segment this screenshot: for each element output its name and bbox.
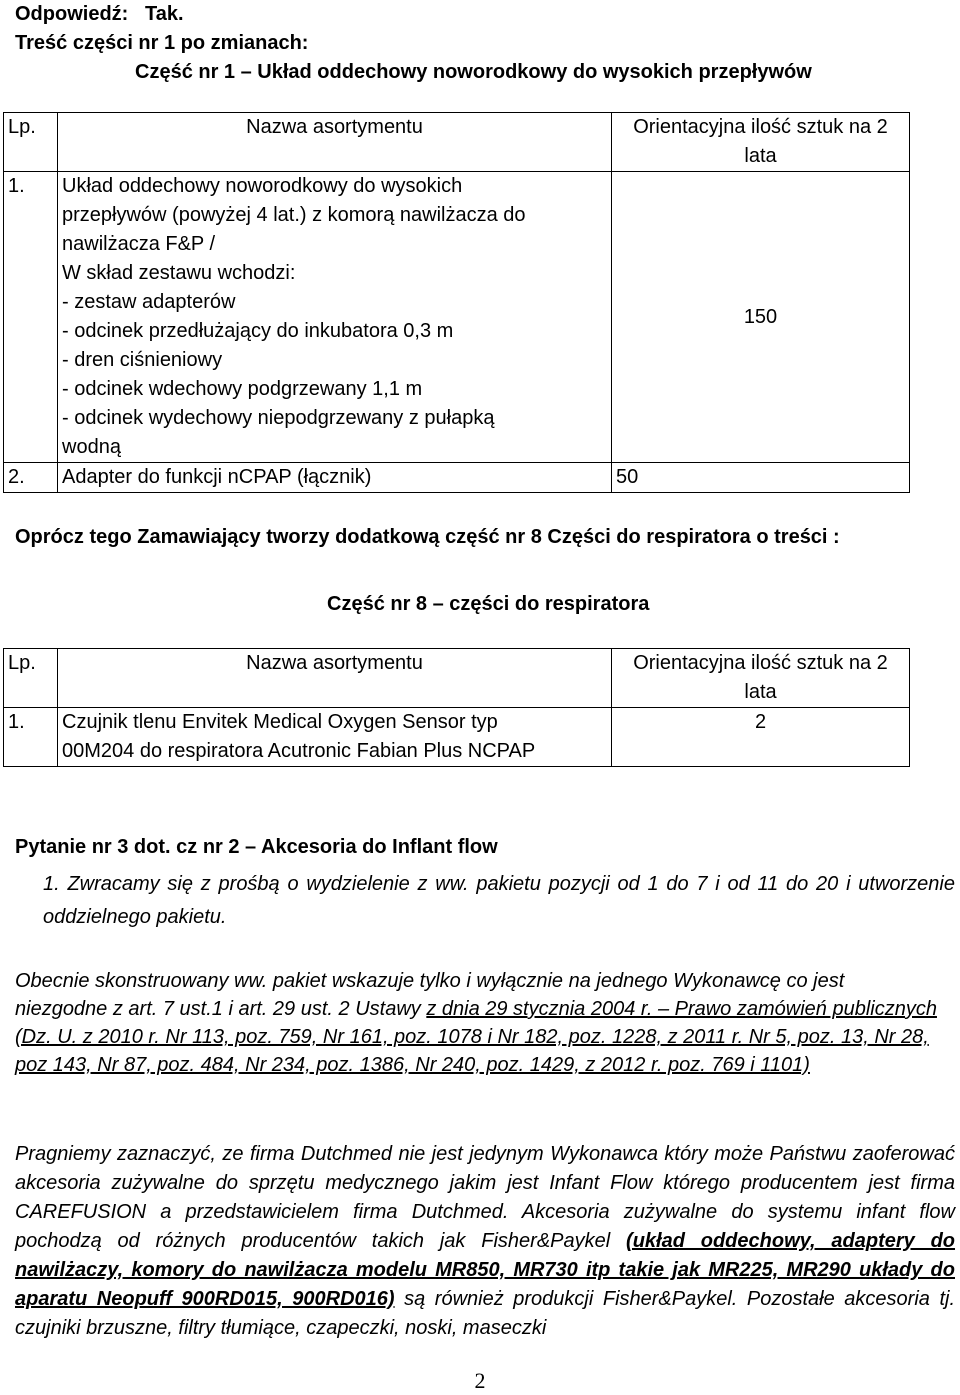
dutchmed-text-continued: są również produkcji Fisher&Paykel. Pozostałe akcesoria tj. czujniki brzuszne, filtry tłumiące, czapeczki, noski, maseczki <box>15 1288 956 1339</box>
dutchmed-paragraph <box>15 1140 955 1343</box>
fisher-paykel-products: (układ oddechowy, adaptery do nawilżaczy, komory do nawilżacza modelu MR850, MR730 itp takie jak MR225, MR290 układy do aparatu Neopuff 900RD015, 900RD016) <box>15 1230 956 1310</box>
part1-heading: Treść części nr 1 po zmianach: <box>15 32 309 54</box>
row-lp: 1. <box>4 172 58 463</box>
answer-block <box>15 0 950 87</box>
row-line: - odcinek wdechowy podgrzewany 1,1 m <box>62 378 423 400</box>
extra-part-intro: Oprócz tego Zamawiający tworzy dodatkową część nr 8 Części do respiratora o treści : <box>15 526 840 548</box>
header-lp: Lp. <box>4 649 58 708</box>
row-line: - odcinek wydechowy niepodgrzewany z pułapką <box>62 407 495 429</box>
row-line: W skład zestawu wchodzi: <box>62 262 296 284</box>
row-line: Układ oddechowy noworodkowy do wysokich <box>62 175 463 197</box>
row-line: wodną <box>62 436 121 458</box>
question3-item1: 1. Zwracamy się z prośbą o wydzielenie z ww. pakietu pozycji od 1 do 7 i od 11 do 20 i utworzenie oddzielnego pakietu. <box>43 873 955 928</box>
row-line: - zestaw adapterów <box>62 291 236 313</box>
row-line: Czujnik tlenu Envitek Medical Oxygen Sensor typ <box>62 711 498 733</box>
row-line: - dren ciśnieniowy <box>62 349 223 371</box>
header-qty: Orientacyjna ilość sztuk na 2 lata <box>612 649 910 708</box>
answer-line <box>15 0 950 29</box>
part1-title: Część nr 1 – Układ oddechowy noworodkowy do wysokich przepływów <box>135 61 812 83</box>
table-row <box>4 463 910 493</box>
table-header-row <box>4 113 910 172</box>
part8-title: Część nr 8 – części do respiratora <box>327 593 650 615</box>
row-lp: 2. <box>4 463 58 493</box>
dutchmed-text: Pragniemy zaznaczyć, ze firma Dutchmed nie jest jedynym Wykonawca który może Państwu zaoferować akcesoria zużywalne do sprzętu medycznego jakim jest Infant Flow którego producentem jest firma CAREFUSION a przedstawicielem firma Dutchmed. Akcesoria zużywalne do systemu infant flow pochodzą od różnych producentów takich jak Fisher&Paykel <box>15 1143 955 1252</box>
table-part8 <box>3 648 910 767</box>
row-line: Adapter do funkcji nCPAP (łącznik) <box>62 466 372 488</box>
answer-label: Odpowiedź: <box>15 3 129 25</box>
header-lp: Lp. <box>4 113 58 172</box>
header-name: Nazwa asortymentu <box>58 113 612 172</box>
header-qty: Orientacyjna ilość sztuk na 2 lata <box>612 113 910 172</box>
row-line: przepływów (powyżej 4 lat.) z komorą nawilżacza do <box>62 204 526 226</box>
row-name <box>58 708 612 767</box>
current-package-text: Obecnie skonstruowany ww. pakiet wskazuje tylko i wyłącznie na jednego Wykonawcę co jest niezgodne z art. 7 ust.1 i art. 29 ust. 2 Ustawy <box>15 970 845 1020</box>
row-line: nawilżacza F&P / <box>62 233 216 255</box>
table-header-row <box>4 649 910 708</box>
row-qty: 2 <box>612 708 910 767</box>
row-line: - odcinek przedłużający do inkubatora 0,3 m <box>62 320 454 342</box>
row-name <box>58 463 612 493</box>
question3-heading: Pytanie nr 3 dot. cz nr 2 – Akcesoria do Inflant flow <box>15 836 498 858</box>
table-row <box>4 708 910 767</box>
table1-wrapper <box>8 112 910 493</box>
row-qty: 50 <box>612 463 910 493</box>
page-number: 2 <box>474 1368 486 1393</box>
row-qty: 150 <box>612 172 910 463</box>
row-name <box>58 172 612 463</box>
table2-wrapper <box>8 648 910 767</box>
table-row <box>4 172 910 463</box>
answer-value: Tak. <box>145 3 184 25</box>
table-part1 <box>3 112 910 493</box>
row-lp: 1. <box>4 708 58 767</box>
header-name: Nazwa asortymentu <box>58 649 612 708</box>
law-reference: z dnia 29 stycznia 2004 r. – Prawo zamówień publicznych (Dz. U. z 2010 r. Nr 113, poz. 759, Nr 161, poz. 1078 i Nr 182, poz. 1228, z 2011 r. Nr 5, poz. 13, Nr 28, poz 143, Nr 87, poz. 484, Nr 234, poz. 1386, Nr 240, poz. 1429, z 2012 r. poz. 769 i 1101) <box>15 998 937 1076</box>
current-package-paragraph <box>15 967 940 1079</box>
row-line: 00M204 do respiratora Acutronic Fabian Plus NCPAP <box>62 740 536 762</box>
